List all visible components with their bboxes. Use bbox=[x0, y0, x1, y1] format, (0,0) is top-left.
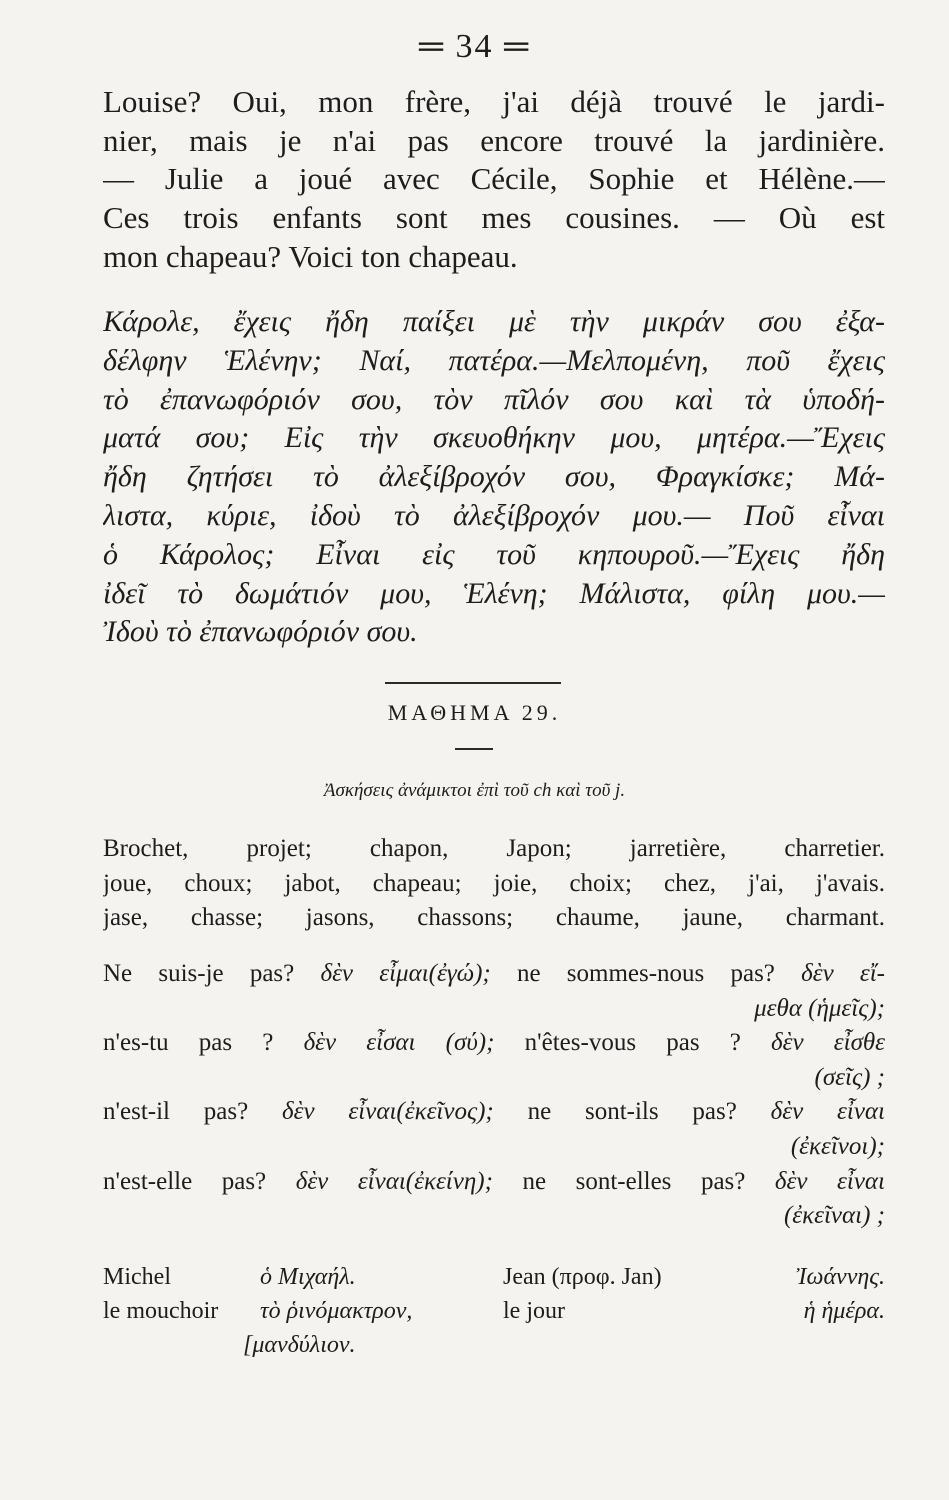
drill-line: Brochet, projet; chapon, Japon; jarretière, charretier. bbox=[103, 835, 885, 862]
gr-form: δὲν εἶναι bbox=[774, 1167, 885, 1195]
passage-line: Ces trois enfants sont mes cousines. — Où est bbox=[103, 200, 885, 236]
conjugation-continuation: μεθα (ἡμεῖς); bbox=[754, 994, 885, 1022]
passage-line: nier, mais je n'ai pas encore trouvé la jardinière. bbox=[103, 122, 885, 158]
drill-line: jase, chasse; jasons, chassons; chaume, jaune, charmant. bbox=[103, 904, 885, 931]
fr-form: n'est-elle pas? bbox=[103, 1167, 267, 1195]
passage-line: λιστα, κύριε, ἰδοὺ τὸ ἀλεξίβροχόν μου.— Ποῦ εἶναι bbox=[103, 498, 885, 532]
pronunciation-drill bbox=[103, 832, 885, 936]
fr-form: n'est-il pas? bbox=[103, 1098, 249, 1126]
passage-line: ἤδη ζητήσει τὸ ἀλεξίβροχόν σου, Φραγκίσκε; Μά- bbox=[103, 460, 885, 494]
vocabulary-row bbox=[103, 1294, 885, 1328]
passage-line: — Julie a joué avec Cécile, Sophie et Hélène.— bbox=[103, 161, 885, 197]
vocab-gr: ὁ Μιχαήλ. bbox=[260, 1264, 356, 1290]
vocab-gr: Ἰωάννης. bbox=[796, 1264, 885, 1290]
heading-rule bbox=[455, 748, 493, 750]
section-divider bbox=[385, 682, 561, 684]
gr-form: δὲν εἶμαι(ἐγώ); bbox=[320, 960, 491, 987]
vocabulary-row bbox=[103, 1260, 885, 1294]
fr-form: n'êtes-vous pas ? bbox=[524, 1029, 741, 1057]
vocab-fr: le jour bbox=[503, 1298, 565, 1324]
page-number-value: 34 bbox=[455, 28, 494, 65]
passage-line: ἰδεῖ τὸ δωμάτιόν μου, Ἑλένη; Μάλιστα, φίλη μου.— bbox=[103, 576, 885, 610]
french-passage bbox=[103, 83, 885, 277]
page-number: ═ 34 ═ bbox=[418, 28, 531, 65]
passage-line: mon chapeau? Voici ton chapeau. bbox=[103, 238, 518, 274]
lesson-heading: ΜΑΘΗΜΑ 29. bbox=[387, 700, 562, 725]
vocab-fr: le mouchoir bbox=[103, 1298, 219, 1324]
passage-line: τὸ ἐπανωφόριόν σου, τὸν πῖλόν σου καὶ τὰ ὑποδή- bbox=[103, 382, 885, 416]
fr-form: ne sont-ils pas? bbox=[527, 1098, 737, 1126]
vocab-fr: Michel bbox=[103, 1264, 171, 1290]
gr-form: δὲν εἶσθε bbox=[771, 1029, 885, 1057]
conjugation-row bbox=[103, 1026, 885, 1061]
vocab-fr: Jean (προφ. Jan) bbox=[503, 1264, 662, 1290]
vocabulary-list bbox=[103, 1260, 885, 1362]
passage-line: ματά σου; Εἰς τὴν σκευοθήκην μου, μητέρα.—Ἔχεις bbox=[103, 421, 885, 455]
passage-line: Ἰδοὺ τὸ ἐπανωφόριόν σου. bbox=[103, 615, 418, 649]
conjugation-row bbox=[103, 1095, 885, 1130]
conjugation-continuation: (ἐκεῖναι) ; bbox=[783, 1202, 885, 1230]
passage-line: Louise? Oui, mon frère, j'ai déjà trouvé le jardi- bbox=[103, 84, 885, 119]
vocab-gr: τὸ ῥινόμακτρον, bbox=[260, 1298, 413, 1324]
gr-form: δὲν εἶναι(ἐκείνη); bbox=[295, 1167, 493, 1195]
conjugation-row bbox=[103, 957, 885, 992]
fr-form: ne sont-elles pas? bbox=[522, 1167, 746, 1195]
vocab-gr: ἡ ἡμέρα. bbox=[803, 1298, 885, 1324]
lesson-subtitle: Ἀσκήσεις ἀνάμικτοι ἐπὶ τοῦ ch καὶ τοῦ j. bbox=[323, 780, 626, 801]
passage-line: ὁ Κάρολος; Εἶναι εἰς τοῦ κηπουροῦ.—Ἔχεις ἤδη bbox=[103, 537, 885, 571]
drill-line: joue, choux; jabot, chapeau; joie, choix; chez, j'ai, j'avais. bbox=[103, 869, 885, 897]
gr-form: δὲν εἶναι(ἐκεῖνος); bbox=[282, 1098, 494, 1126]
vocab-gr: [μανδύλιον. bbox=[243, 1332, 356, 1358]
fr-form: n'es-tu pas ? bbox=[103, 1029, 274, 1057]
vocabulary-row bbox=[103, 1328, 885, 1362]
greek-passage bbox=[103, 303, 885, 652]
gr-form: δὲν εἴ- bbox=[801, 960, 885, 987]
conjugation-continuation: (σεῖς) ; bbox=[814, 1063, 885, 1091]
fr-form: ne sommes-nous pas? bbox=[516, 960, 775, 987]
fr-form: Ne suis-je pas? bbox=[103, 960, 295, 987]
gr-form: δὲν εἶσαι (σύ); bbox=[303, 1029, 495, 1057]
conjugation-continuation: (ἐκεῖνοι); bbox=[790, 1132, 885, 1160]
gr-form: δὲν εἶναι bbox=[770, 1098, 885, 1126]
passage-line: δέλφην Ἑλένην; Ναί, πατέρα.—Μελπομένη, ποῦ ἔχεις bbox=[103, 343, 885, 377]
conjugation-row bbox=[103, 1165, 885, 1200]
passage-line: Κάρολε, ἔχεις ἤδη παίξει μὲ τὴν μικράν σου ἐξα- bbox=[103, 305, 885, 338]
conjugation-table bbox=[103, 957, 885, 1234]
